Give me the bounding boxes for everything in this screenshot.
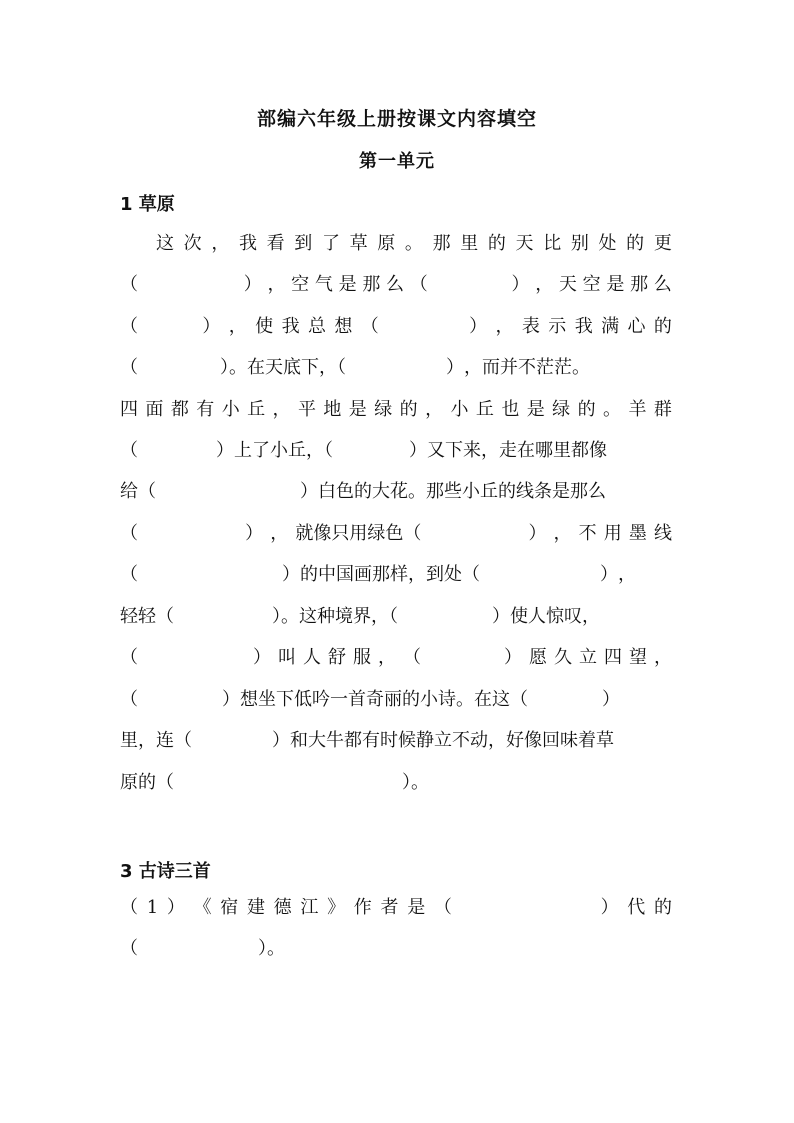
text-token: 绿 xyxy=(374,399,393,420)
text-token: 也 xyxy=(501,399,520,420)
text-token: 平 xyxy=(297,399,316,420)
text-token: 里 xyxy=(460,233,479,254)
text-token: 的 xyxy=(399,399,418,420)
text-token: （ xyxy=(120,316,138,337)
text-token: ） xyxy=(243,274,262,295)
text-token: 我 xyxy=(281,316,300,337)
text-token: 想 xyxy=(334,316,353,337)
text-token: （ xyxy=(403,647,421,668)
text-token: 气 xyxy=(314,274,333,295)
text-token: （ xyxy=(120,897,138,918)
text-token: 么 xyxy=(386,274,405,295)
text-token: 轻轻（ xyxy=(120,606,174,627)
lesson1-line xyxy=(120,270,672,300)
text-token: 给（ xyxy=(120,481,156,502)
text-token: ）。在天底下，（ xyxy=(220,357,346,378)
text-token: ） xyxy=(528,523,547,544)
lesson1-line xyxy=(120,560,672,590)
text-token: 。 xyxy=(572,357,590,378)
text-token: 江 xyxy=(300,897,319,918)
lesson1-line xyxy=(120,436,672,466)
text-token: 示 xyxy=(548,316,567,337)
text-token: 叫 xyxy=(278,647,296,668)
text-token: 那 xyxy=(432,233,451,254)
text-token: 服 xyxy=(353,647,371,668)
text-token: 使 xyxy=(255,316,274,337)
text-token: 更 xyxy=(653,233,672,254)
text-token: ， xyxy=(228,316,247,337)
text-token: ）又下来，走在哪里都像 xyxy=(409,440,607,461)
text-token: 总 xyxy=(307,316,326,337)
text-token: ， xyxy=(553,523,572,544)
text-token: 小 xyxy=(221,399,240,420)
text-token: 小 xyxy=(450,399,469,420)
text-token: ）的中国画那样，到处（ xyxy=(282,564,480,585)
text-token: 《 xyxy=(193,897,212,918)
text-token: （ xyxy=(120,689,138,710)
text-token: ）。 xyxy=(402,772,429,793)
page-title: 部编六年级上册按课文内容填空 xyxy=(256,108,537,130)
text-token: 草 xyxy=(349,233,368,254)
text-token: 看 xyxy=(266,233,285,254)
text-token: ） xyxy=(600,897,619,918)
lesson1-line xyxy=(120,685,672,715)
lesson1-line xyxy=(120,602,672,632)
text-token: （ xyxy=(120,440,138,461)
lesson1-line xyxy=(120,726,672,756)
text-token: 那 xyxy=(362,274,381,295)
text-token: ） xyxy=(202,316,221,337)
text-token: （ xyxy=(409,274,428,295)
text-token: 天 xyxy=(558,274,577,295)
text-token: 不 xyxy=(518,357,536,378)
lesson1-line xyxy=(120,768,672,798)
text-token: ）上了小丘，（ xyxy=(216,440,333,461)
text-token: 的 xyxy=(626,233,645,254)
text-token: 1 xyxy=(146,897,159,918)
lesson3-line xyxy=(120,934,672,964)
text-token: 次 xyxy=(183,233,202,254)
text-token: 是 xyxy=(606,274,625,295)
text-token: ） xyxy=(511,274,530,295)
text-token: 绿 xyxy=(552,399,571,420)
text-token: 那 xyxy=(630,274,649,295)
text-token: 是 xyxy=(338,274,357,295)
text-token: 的 xyxy=(653,316,672,337)
text-token: ） xyxy=(446,357,464,378)
text-token: 不 xyxy=(578,523,597,544)
text-token: 了 xyxy=(321,233,340,254)
text-token: ） xyxy=(600,564,618,585)
text-token: 建 xyxy=(246,897,265,918)
text-token: 》 xyxy=(327,897,346,918)
text-token: 线 xyxy=(653,523,672,544)
text-token: ） xyxy=(602,689,620,710)
text-token: 。 xyxy=(603,399,622,420)
text-token: 空 xyxy=(582,274,601,295)
text-token: 有 xyxy=(196,399,215,420)
text-token: 宿 xyxy=(220,897,239,918)
lesson1-line xyxy=(120,643,672,673)
text-token: 墨 xyxy=(628,523,647,544)
text-token: 的 xyxy=(654,897,672,918)
text-token: 到 xyxy=(294,233,313,254)
text-token: 的 xyxy=(577,399,596,420)
lesson3-heading: 3 古诗三首 xyxy=(120,861,211,882)
text-token: 群 xyxy=(653,399,672,420)
text-token: ）使人惊叹， xyxy=(492,606,600,627)
lesson1-line xyxy=(120,395,672,425)
lesson1-line xyxy=(120,312,672,342)
lesson1-line xyxy=(120,353,672,383)
text-token: ）。这种境界，（ xyxy=(272,606,398,627)
text-token: （ xyxy=(120,938,138,959)
text-token: 比 xyxy=(543,233,562,254)
text-token: ） xyxy=(245,523,264,544)
text-token: 德 xyxy=(273,897,292,918)
unit-title: 第一单元 xyxy=(359,151,435,172)
text-token: 茫 xyxy=(536,357,554,378)
text-token: 就像只用绿色（ xyxy=(295,523,422,544)
text-token: 者 xyxy=(380,897,399,918)
text-token: （ xyxy=(120,357,138,378)
text-token: ， xyxy=(464,357,482,378)
text-token: （ xyxy=(120,564,138,585)
text-token: 而 xyxy=(482,357,500,378)
lesson3-line xyxy=(120,893,672,923)
text-token: 么 xyxy=(653,274,672,295)
lesson1-line xyxy=(120,229,672,259)
text-token: ） xyxy=(504,647,522,668)
text-token: 心 xyxy=(627,316,646,337)
text-token: 并 xyxy=(500,357,518,378)
text-token: ）白色的大花。那些小丘的线条是那么 xyxy=(300,481,606,502)
text-token: 久 xyxy=(554,647,572,668)
text-token: （ xyxy=(120,647,138,668)
text-token: ）。 xyxy=(258,938,285,959)
text-token: ， xyxy=(378,647,396,668)
text-token: 我 xyxy=(238,233,257,254)
text-token: ， xyxy=(270,523,289,544)
text-token: 原 xyxy=(377,233,396,254)
text-token: ）和大牛都有时候静立不动，好像回味着草 xyxy=(272,730,614,751)
text-token: ， xyxy=(211,233,230,254)
text-token: 立 xyxy=(579,647,597,668)
text-token: 舒 xyxy=(328,647,346,668)
text-token: ， xyxy=(272,399,291,420)
text-token: 人 xyxy=(303,647,321,668)
text-token: 面 xyxy=(145,399,164,420)
text-token: 用 xyxy=(603,523,622,544)
text-token: 这 xyxy=(156,233,174,254)
text-token: 四 xyxy=(604,647,622,668)
text-token: 羊 xyxy=(628,399,647,420)
text-token: 地 xyxy=(323,399,342,420)
text-token: 茫 xyxy=(554,357,572,378)
text-token: ） xyxy=(469,316,488,337)
text-token: （ xyxy=(360,316,379,337)
text-token: ， xyxy=(618,564,636,585)
text-token: 我 xyxy=(574,316,593,337)
text-token: 原的（ xyxy=(120,772,174,793)
lesson1-line xyxy=(120,477,672,507)
text-token: 。 xyxy=(404,233,423,254)
text-token: ） xyxy=(253,647,271,668)
text-token: ） xyxy=(166,897,185,918)
text-token: 里，连（ xyxy=(120,730,192,751)
text-token: 是 xyxy=(526,399,545,420)
text-token: ， xyxy=(654,647,672,668)
text-token: （ xyxy=(120,274,138,295)
text-token: ， xyxy=(495,316,514,337)
text-token: 别 xyxy=(570,233,589,254)
text-token: 四 xyxy=(120,399,138,420)
text-token: （ xyxy=(120,523,138,544)
text-token: （ xyxy=(433,897,452,918)
text-token: 都 xyxy=(170,399,189,420)
text-token: 的 xyxy=(487,233,506,254)
text-token: 表 xyxy=(521,316,540,337)
text-token: ， xyxy=(425,399,444,420)
text-token: 作 xyxy=(353,897,372,918)
text-token: 丘 xyxy=(475,399,494,420)
text-token: 满 xyxy=(601,316,620,337)
text-token: 是 xyxy=(348,399,367,420)
text-token: ）想坐下低吟一首奇丽的小诗。在这（ xyxy=(222,689,528,710)
text-token: ， xyxy=(267,274,286,295)
text-token: 天 xyxy=(515,233,534,254)
text-token: 丘 xyxy=(247,399,266,420)
text-token: 是 xyxy=(407,897,426,918)
text-token: ， xyxy=(535,274,554,295)
text-token: 愿 xyxy=(529,647,547,668)
text-token: 代 xyxy=(627,897,646,918)
text-token: 空 xyxy=(291,274,310,295)
lesson1-heading: 1 草原 xyxy=(120,194,175,215)
text-token: 处 xyxy=(598,233,617,254)
lesson1-line xyxy=(120,519,672,549)
text-token: 望 xyxy=(629,647,647,668)
